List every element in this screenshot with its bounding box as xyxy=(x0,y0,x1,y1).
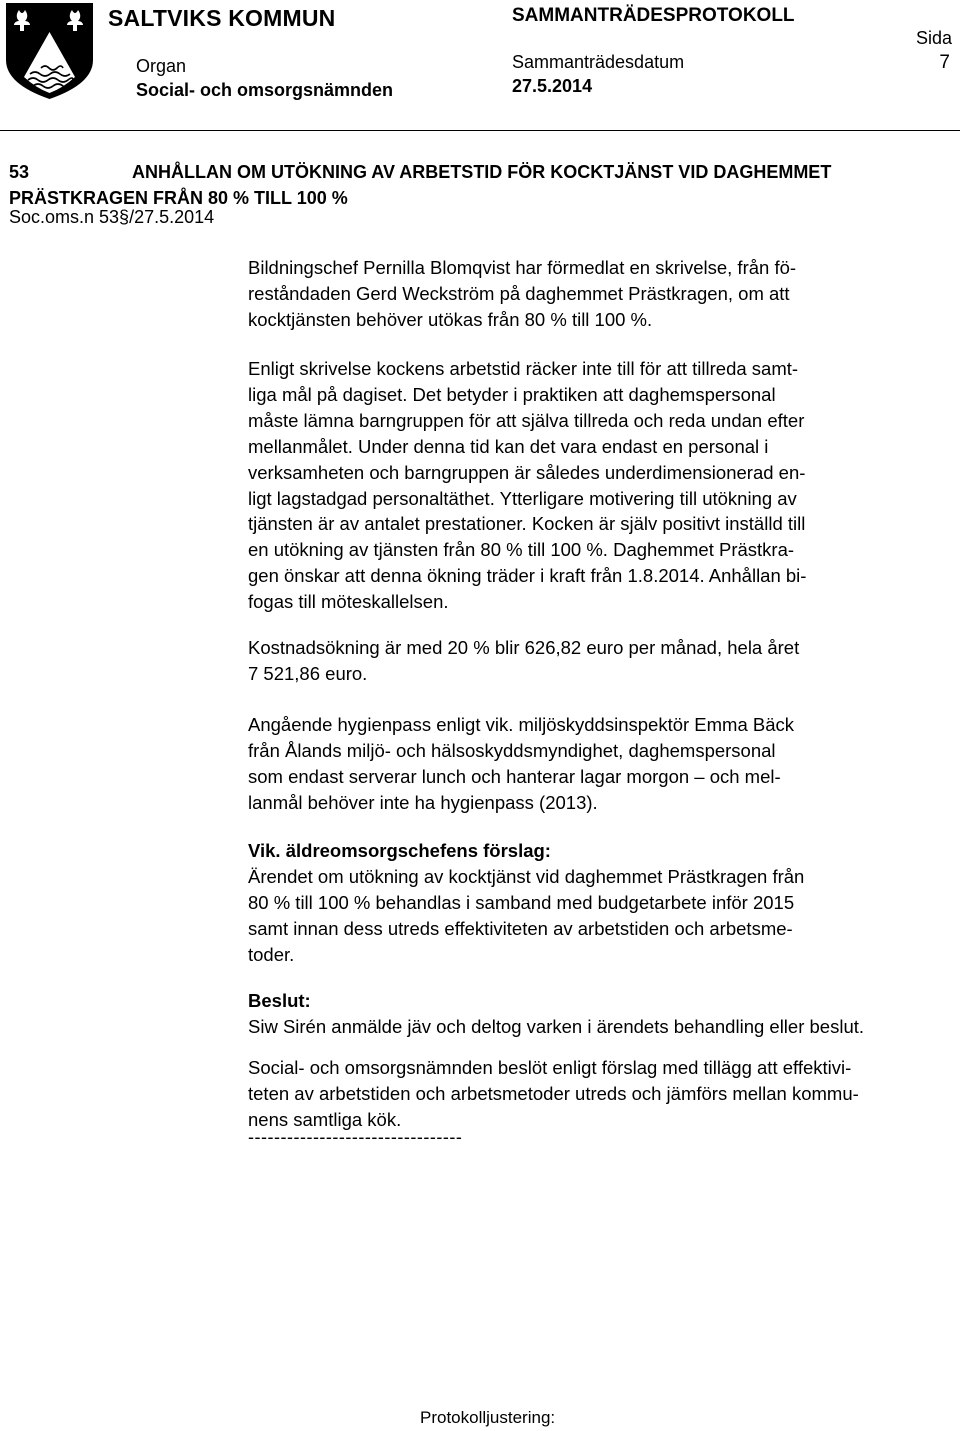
section-title-line-1: ANHÅLLAN OM UTÖKNING AV ARBETSTID FÖR KOCKTJÄNST VID DAGHEMMET xyxy=(132,162,832,182)
decision-heading: Beslut: xyxy=(248,990,311,1011)
section-reference: Soc.oms.n 53§/27.5.2014 xyxy=(9,207,215,227)
protocol-verification-label: Protokolljustering: xyxy=(420,1408,556,1427)
proposal-heading: Vik. äldreomsorgschefens förslag: xyxy=(248,840,551,861)
municipality-name: SALTVIKS KOMMUN xyxy=(108,5,336,31)
text-line: Enligt skrivelse kockens arbetstid räcker inte till för att tillreda samt- xyxy=(248,358,799,379)
paragraph-1 xyxy=(248,255,948,333)
text-line: fogas till möteskallelsen. xyxy=(248,591,449,613)
text-line: ligt lagstadgad personaltäthet. Ytterligare motivering till utökning av xyxy=(248,487,797,509)
page-label: Sida xyxy=(915,28,952,48)
text-line: Bildningschef Pernilla Blomqvist har förmedlat en skrivelse, från fö- xyxy=(248,257,797,278)
text-line: som endast serverar lunch och hanterar lagar morgon – och mel- xyxy=(248,765,781,787)
text-line: lanmål behöver inte ha hygienpass (2013). xyxy=(248,791,598,813)
end-separator: --------------------------------- xyxy=(248,1127,463,1147)
text-line: Social- och omsorgsnämnden beslöt enligt förslag med tillägg att effektivi- xyxy=(248,1057,852,1078)
text-line: måste lämna barngruppen för att själva tillreda och reda undan efter xyxy=(248,409,805,431)
text-line: 7 521,86 euro. xyxy=(248,662,368,684)
text-line: reståndaden Gerd Weckström på daghemmet Prästkragen, om att xyxy=(248,282,790,304)
page-number: 7 xyxy=(939,52,950,73)
paragraph-2 xyxy=(248,356,948,615)
organ-label: Organ xyxy=(136,56,187,76)
text-line: nens samtliga kök. xyxy=(248,1108,402,1130)
section-title-line-2: PRÄSTKRAGEN FRÅN 80 % TILL 100 % xyxy=(9,188,348,208)
text-line: Kostnadsökning är med 20 % blir 626,82 euro per månad, hela året xyxy=(248,637,800,658)
paragraph-3 xyxy=(248,635,948,687)
text-line: verksamheten och barngruppen är således underdimensionerad en- xyxy=(248,461,806,483)
section-number: 53 xyxy=(9,162,30,182)
text-line: tjänsten är av antalet prestationer. Kocken är själv positivt inställd till xyxy=(248,513,806,535)
organ-value: Social- och omsorgsnämnden xyxy=(136,80,394,100)
proposal-section xyxy=(248,838,948,968)
header-divider xyxy=(0,130,960,131)
text-line: 80 % till 100 % behandlas i samband med budgetarbete inför 2015 xyxy=(248,891,795,913)
coat-of-arms-logo xyxy=(5,2,94,100)
text-line: Angående hygienpass enligt vik. miljöskyddsinspektör Emma Bäck xyxy=(248,714,795,735)
text-line: en utökning av tjänsten från 80 % till 100 %. Daghemmet Prästkra- xyxy=(248,539,795,561)
text-line: toder. xyxy=(248,943,295,965)
text-line: Siw Sirén anmälde jäv och deltog varken i ärendets behandling eller beslut. xyxy=(248,1015,865,1037)
text-line: liga mål på dagiset. Det betyder i praktiken att daghemspersonal xyxy=(248,383,776,405)
text-line: gen önskar att denna ökning träder i kraft från 1.8.2014. Anhållan bi- xyxy=(248,565,807,587)
meeting-date-label: Sammanträdesdatum xyxy=(512,52,685,72)
text-line: kocktjänsten behöver utökas från 80 % till 100 %. xyxy=(248,308,653,330)
text-line: från Ålands miljö- och hälsoskyddsmyndighet, daghemspersonal xyxy=(248,739,776,761)
text-line: samt innan dess utreds effektiviteten av arbetstiden och arbetsme- xyxy=(248,917,793,939)
meeting-date-value: 27.5.2014 xyxy=(512,76,593,96)
text-line: mellanmålet. Under denna tid kan det vara endast en personal i xyxy=(248,435,769,457)
paragraph-7 xyxy=(248,1055,948,1133)
paragraph-4 xyxy=(248,712,948,816)
text-line: teten av arbetstiden och arbetsmetoder utreds och jämförs mellan kommu- xyxy=(248,1082,859,1104)
decision-section xyxy=(248,988,948,1040)
document-type: SAMMANTRÄDESPROTOKOLL xyxy=(512,5,795,26)
text-line: Ärendet om utökning av kocktjänst vid daghemmet Prästkragen från xyxy=(248,865,805,887)
